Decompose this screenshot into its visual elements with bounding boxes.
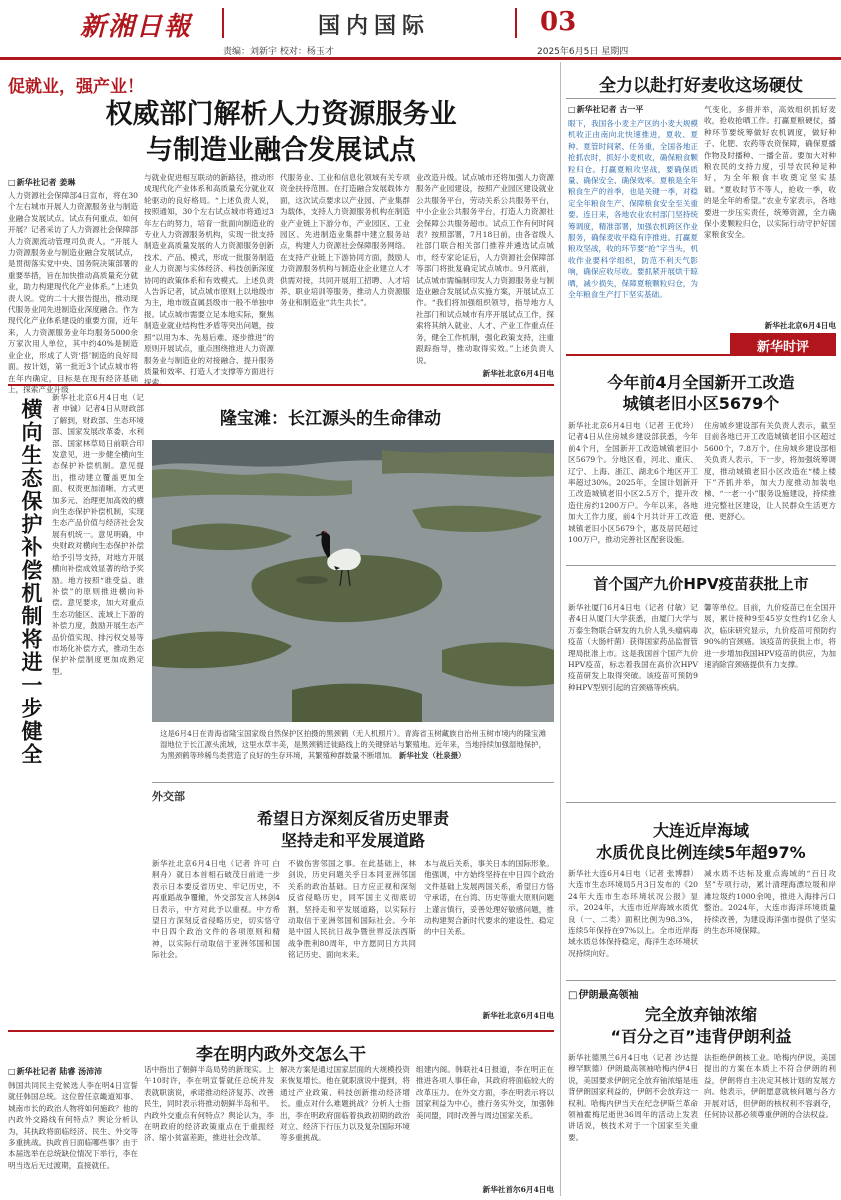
banner-label: 新华时评 <box>756 340 809 355</box>
a6-body-col2: 法拒绝伊朗核工业。哈梅内伊说，美国提出的方案在本质上不符合伊朗的利益，伊朗将自主决定其核计划的发展方向。他表示，伊朗愿意就核问题与各方开展对话，但伊朗的核权利不容剥夺，任何协议都必须尊重伊朗的合法权益。 <box>704 1053 836 1120</box>
photo-caption-text: 这是6月4日在青海省隆宝国家级自然保护区拍摄的黑颈鹤（无人机照片）。青海省玉树藏族自治州玉树市境内的隆宝滩湿地位于长江源头流域，这里水草丰美，是黑颈鹤迁徙路线上的关键驿站与繁殖地。近年来，当地持续加强湿地保护，为黑颈鹤等珍稀鸟类营造了良好的生存环境，其繁殖种群数量不断增加。 <box>160 729 546 760</box>
a2-byline: □ 新华社记者 古一平 <box>568 104 643 115</box>
photo-a8-rule <box>152 782 554 783</box>
issue-date: 2025年6月5日 星期四 <box>537 47 629 57</box>
photo-caption <box>160 728 546 772</box>
a3-body-col1: 新华社北京6月4日电（记者 王优玲）记者4日从住房城乡建设部获悉，今年前4个月，全国新开工改造城镇老旧小区5679个。分地区看，河北、重庆、辽宁、上海、浙江、湖北6个地区开工率超过30%。2025年，全国计划新开工改造城镇老旧小区2.5万个，提升改造住房约1200万户。今年以来，各地加大工作力度，前4个月共计开工改造城镇老旧小区5679个，惠及居民超过100万户，推动完善社区配套设施。 <box>568 421 698 545</box>
a3-title-line1: 今年前4月全国新开工改造 <box>607 373 795 392</box>
page-number: 03 <box>540 7 577 37</box>
a7-body: 新华社北京6月4日电（记者 申铖）记者4日从财政部了解到，财政部、生态环境部、国家发展改革委、水利部、国家林草局日前联合印发意见，进一步健全横向生态保护补偿机制。意见提出，推动建立覆盖更加全面、权责更加清晰、方式更加多元、治理更加高效的横向生态保护补偿机制，实现生态产品价值与经济社会发展有机统一。意见明确，中央财政对横向生态保护补偿给予引导支持，对地方开展横向补偿成效显著的给予奖励。地方按照“谁受益、谁补偿”的原则推进横向补偿。意见要求，加大对重点生态功能区、流域上下游的补偿力度，鼓励开展生态产品价值实现、排污权交易等市场化补偿方式，推动生态保护补偿制度更加成熟定型。 <box>52 393 144 676</box>
logo-divider <box>222 8 224 38</box>
a2-sign: 新华社北京6月4日电 <box>764 321 836 330</box>
a6-body-col1: 新华社德黑兰6月4日电（记者 沙达提 穆罕默德）伊朗最高领袖哈梅内伊4日说，美国要求伊朗完全放弃铀浓缩是违背伊朗国家利益的，伊朗不会放弃这一权利。哈梅内伊当天在纪念伊斯兰革命领袖霍梅尼逝世36周年的活动上发表讲话说，核技术对于一个国家至关重要。 <box>568 1053 698 1142</box>
a9-sign: 新华社首尔6月4日电 <box>482 1185 554 1194</box>
a8-a9-rule <box>8 1030 554 1032</box>
a4-body-col2: 馨等单位。目前，九价疫苗已在全国开展，累计接种9至45岁女性约1亿余人次，临床研究显示，九价疫苗可预防约90%的宫颈癌。该疫苗的获批上市，将进一步增加我国HPV疫苗的供应，为加速消除宫颈癌提供有力支撑。 <box>704 603 836 670</box>
newspaper-logo: 新湘日報 <box>80 12 193 42</box>
editors-line: 责编：刘新宇 校对：杨玉才 <box>223 47 334 57</box>
photo-credit: 新华社发（杜泉摄） <box>398 751 466 760</box>
a1-body-col1: 人力资源社会保障部4日宣布，将在30个左右城市开展人力资源服务业与制造业融合发展试点。试点有何重点、如何开展？记者采访了人力资源社会保障部人力资源流动管理司负责人。“开展人力资源服务业与制造业融合发展试点，是贯彻落实党中央、国务院决策部署的重要举措，旨在加快推动高质量充分就业，助力构建现代化产业体系。”上述负责人说。党的二十大报告提出，推动现代服务业同先进制造业深度融合。作为现代化产业体系建设的重要方面，近年来，人力资源服务业年均服务5000余万家次用人单位，其中约40%是制造业企业，形成了人资‘搭’制造的良好局面。按计划，第一批近3个试点城市将在年内确定，目标是在现有经济基础上，探索产业升级 <box>8 191 138 394</box>
a9-body-col2: 话中指出了朝鲜半岛局势的新现实。上午10时许，李在明宣誓就任总统并发表就职演说，承诺推动经济复苏、改善民生，同时表示将推动朝鲜半岛和平。内政外交重点有何特点？舆论认为，李在明政府的经济政策重点在于重振经济、缩小贫富差距，推进社会改革。 <box>144 1065 274 1143</box>
a8-body-col2: 不做伤害邻国之事。在此基础上，林剑说，历史问题关乎日本同亚洲邻国关系的政治基础。日方应正视和深刻反省侵略历史，同军国主义彻底切割，坚持走和平发展道路，以实际行动取信于亚洲邻国和国际社会。今年是中国人民抗日战争暨世界反法西斯战争胜利80周年，中方愿同日方共同铭记历史、面向未来。 <box>288 859 416 960</box>
a8-sign: 新华社北京6月4日电 <box>482 1011 554 1020</box>
a8-kicker: 外交部 <box>152 790 185 803</box>
banner-rule <box>566 354 836 356</box>
a4-a5-rule <box>566 802 836 803</box>
a7-title-vertical: 横向生态保护补偿机制将进一步健全 <box>19 398 43 766</box>
a1-kicker: 促就业，强产业！ <box>8 77 144 97</box>
section-divider <box>515 8 517 38</box>
a1-body-col4: 业改造升级。试点城市还将加强人力资源服务产业园建设，按照产业园区建设就业公共服务平台，劳动关系公共服务平台，中小企业公共服务平台，打造人力资源社会保障公共服务超市。试点工作有何时间表？按照部署，7月18日前，由各省级人社部门联合相关部门推荐并遴选试点城市，经专家论证后，人力资源社会保障部等部门将批复确定试点城市。9月底前，试点城市需编制印发人力资源服务业与制造业融合发展试点实施方案，开展试点工作。“我们将加强组织领导，指导地方人社部门和试点城市有序开展试点工作，探索将其纳入就业、人才、产业工作重点任务，健全工作机制，强化政策支持，注重跟踪指导，推动取得实效。”上述负责人说。 <box>416 173 554 365</box>
a3-body-col2: 住房城乡建设部有关负责人表示，截至目前各地已开工改造城镇老旧小区超过5600个，7.8万个。住房城乡建设部相关负责人表示，下一步，将加强统筹调度，推动城镇老旧小区改造在“楼上楼下”齐抓并举，加大力度推动加装电梯、“一老一小”服务设施建设，持续推进完整社区建设，让人民群众生活更方便、更舒心。 <box>704 421 836 522</box>
a8-body-col3: 本与战后关系，事关日本的国际形象。他强调，中方始终坚持在中日四个政治文件基础上发展两国关系，希望日方恪守承诺，在台湾、历史等重大原则问题上谨言慎行，妥善处理好敏感问题，推动构建契合新时代要求的建设性、稳定的中日关系。 <box>424 859 554 937</box>
a5-title-line2: 水质优良比例连续5年超97% <box>596 843 806 862</box>
a9-byline: □ 新华社记者 陆睿 汤沛沛 <box>8 1066 102 1077</box>
a5-a6-rule <box>566 980 836 981</box>
photo-title: 隆宝滩：长江源头的生命律动 <box>220 409 441 429</box>
a1-body-col2: 与就业促进相互联动的新路径，推动形成现代化产业体系和高质量充分就业双轮驱动的良好格局。“上述负责人说，按照通知，30个左右试点城市将通过3年左右的努力，培育一批面向制造业的专业人力资源服务机构，实现一批支持制造业高质量发展的人力资源服务创新技术、产品、模式，形成一批服务制造业人力资源与实体经济、科技创新深度协同的政策体系和有效模式。上述负责人告诉记者，试点城市原则上以地级市为主，地市级直属县级市一般不单独申报。试点城市需要立足本地实际，聚焦制造业就业结构性矛盾等突出问题，按照“以用为本、先易后难、逐步推进”的原则开展试点，重点围绕推进人力资源服务业与制造业的对接融合、提升服务质量和效率、打造人才支撑等方面进行探索。 <box>144 173 274 388</box>
a9-title: 李在明内政外交怎么干 <box>196 1045 366 1065</box>
a5-body-col1: 新华社大连6月4日电（记者 张博群）大连市生态环境局5月3日发布的《2024年大连市生态环境状况公报》显示，2024年，大连市近岸海域水质优良（一、二类）面积比例为98.3%，连续5年保持在97%以上。全市近岸海域水质总体保持稳定，海洋生态环境状况持续向好。 <box>568 869 698 958</box>
a3-title-line2: 城镇老旧小区5679个 <box>622 394 780 413</box>
a4-title: 首个国产九价HPV疫苗获批上市 <box>593 575 809 593</box>
a3-a4-rule <box>566 565 836 566</box>
masthead <box>0 0 841 60</box>
xinhua-commentary-banner <box>730 333 836 355</box>
a2-body-col1: 眼下，我国各小麦主产区的小麦大规模机收正由南向北快速推进，夏收、夏种、夏管时间紧、任务重，全国各地正抢抓农时，抓好小麦机收，确保粮食颗粒归仓。打赢夏粮攻坚战，要确保质量、确保安全、确保效率。夏粮是全年粮食生产的首季，也是关键一季，对稳定全年粮食生产、保障粮食安全至关重要。连日来，各地农业农村部门坚持统筹调度，精准部署，加强农机跨区作业服务，确保麦收平稳有序推进。打赢夏粮攻坚战，收的环节要“抢”字当头，机收作业要科学组织，防范不利天气影响，确保应收尽收。要抓紧开展烘干晾晒，减少损失，保障夏粮颗粒归仓，为全年粮食生产打下坚实基础。 <box>568 119 698 300</box>
a9-body-col4: 组建内阁。韩联社4日报道，李在明正在推进各项人事任命，其政府将面临较大的改革压力。在外交方面，李在明表示将以国家利益为中心，推行务实外交，加强韩美同盟，同时改善与周边国家关系。 <box>416 1065 554 1120</box>
a8-title-line2: 坚持走和平发展道路 <box>280 831 425 850</box>
a2-rule <box>566 98 836 99</box>
a1-body-col3: 代服务业、工业和信息化领域有关专项资金扶持范围。在打造融合发展载体方面，这次试点要求以产业园、产业集群为载体，支持人力资源服务机构在制造业产业链上下游分布，产业园区、工业园区、先进制造业集群中建立服务站点，构建人力资源社会保障服务网络。在支持产业链上下游协同方面，鼓励人力资源服务机构与制造业企业建立人才供需对接，共同开展用工招聘、人才培养、职业培训等服务，推动人力资源服务业和制造业“共生共长”。 <box>280 173 410 308</box>
main-column-divider <box>560 62 561 1196</box>
section-name: 国内国际 <box>318 14 431 39</box>
a1-sign: 新华社北京6月4日电 <box>482 369 554 378</box>
a6-title-line1: 完全放弃铀浓缩 <box>644 1005 757 1024</box>
a1-title-line2: 与制造业融合发展试点 <box>146 135 416 166</box>
a6-kicker: □ 伊朗最高领袖 <box>568 986 638 1001</box>
a9-body-col1: 韩国共同民主党候选人李在明4日宣誓就任韩国总统。这位曾任京畿道知事、城南市长的政治人物将如何施政？他的内政外交路线有何特点？舆论分析认为，其执政将面临经济、民生、外交等多重挑战。执政首日面临哪些事？由于本届选举在总统缺位情况下举行，李在明当选后无过渡期，直接就任。 <box>8 1081 138 1170</box>
wetland-scene <box>152 440 554 722</box>
a5-body-col2: 减水质不达标及重点海域的“百日攻坚”专项行动，累计清理海漂垃圾和岸滩垃圾约1000余吨，推进入海排污口整治。2024年，大连市海洋环境质量持续改善，为建设海洋强市提供了坚实的生态环境保障。 <box>704 869 836 936</box>
a1-byline: □ 新华社记者 姜琳 <box>8 177 75 188</box>
a1-title-line1: 权威部门解析人力资源服务业 <box>105 99 457 130</box>
a2-title: 全力以赴打好麦收这场硬仗 <box>599 76 803 96</box>
a5-title-line1: 大连近岸海域 <box>652 821 749 840</box>
a4-body-col1: 新华社厦门6月4日电（记者 付敏）记者4日从厦门大学获悉，由厦门大学与万泰生物联合研发的九价人乳头瘤病毒疫苗（大肠杆菌）获得国家药品监督管理局批准上市。这是我国首个国产九价HPV疫苗，标志着我国在高价次HPV疫苗研发上取得突破。该疫苗可预防9种HPV型别引起的宫颈癌等疾病。 <box>568 603 698 692</box>
crane-photo <box>152 440 554 722</box>
a8-body-col1: 新华社北京6月4日电（记者 许可 白舸舟）就日本首相石破茂日前进一步表示日本要反省历史、牢记历史，不再重蹈战争覆辙，外交部发言人林剑4日表示，中方对此予以重视。中方希望日方深刻反省侵略历史，切实恪守中日四个政治文件的各项原则和精神，以实际行动取信于亚洲邻国和国际社会。 <box>152 859 280 960</box>
a9-body-col3: 解决方案是通过国家层面的大规模投资来恢复增长。他在就职演说中提到，将通过产业政策、科技创新推动经济增长。重点对什么难题挑战？分析人士指出，李在明政府面临着执政初期的政治对立、经济下行压力以及复杂国际环境等多重挑战。 <box>280 1065 410 1143</box>
a8-title-line1: 希望日方深刻反省历史罪责 <box>256 809 449 828</box>
a1-a7-rule <box>8 384 554 386</box>
a2-body-col2: 气变化，多措并举，高效组织抓好麦收，抢收抢晒工作。打赢夏粮硬仗，播种环节要统筹做好农机调度，做好种子、化肥、农药等农资保障，确保夏播作物及时播种、一播全苗。要加大对种粮农民的支持力度，引导农民种足种好，为全年粮食丰收奠定坚实基础。“夏收时节不等人，抢收一季，收的是全年的希望。”农业专家表示，各地要进一步压实责任，统筹资源，全力确保小麦颗粒归仓，以实际行动守护好国家粮食安全。 <box>704 105 836 240</box>
a6-title-line2: “百分之百”违背伊朗利益 <box>610 1027 792 1046</box>
